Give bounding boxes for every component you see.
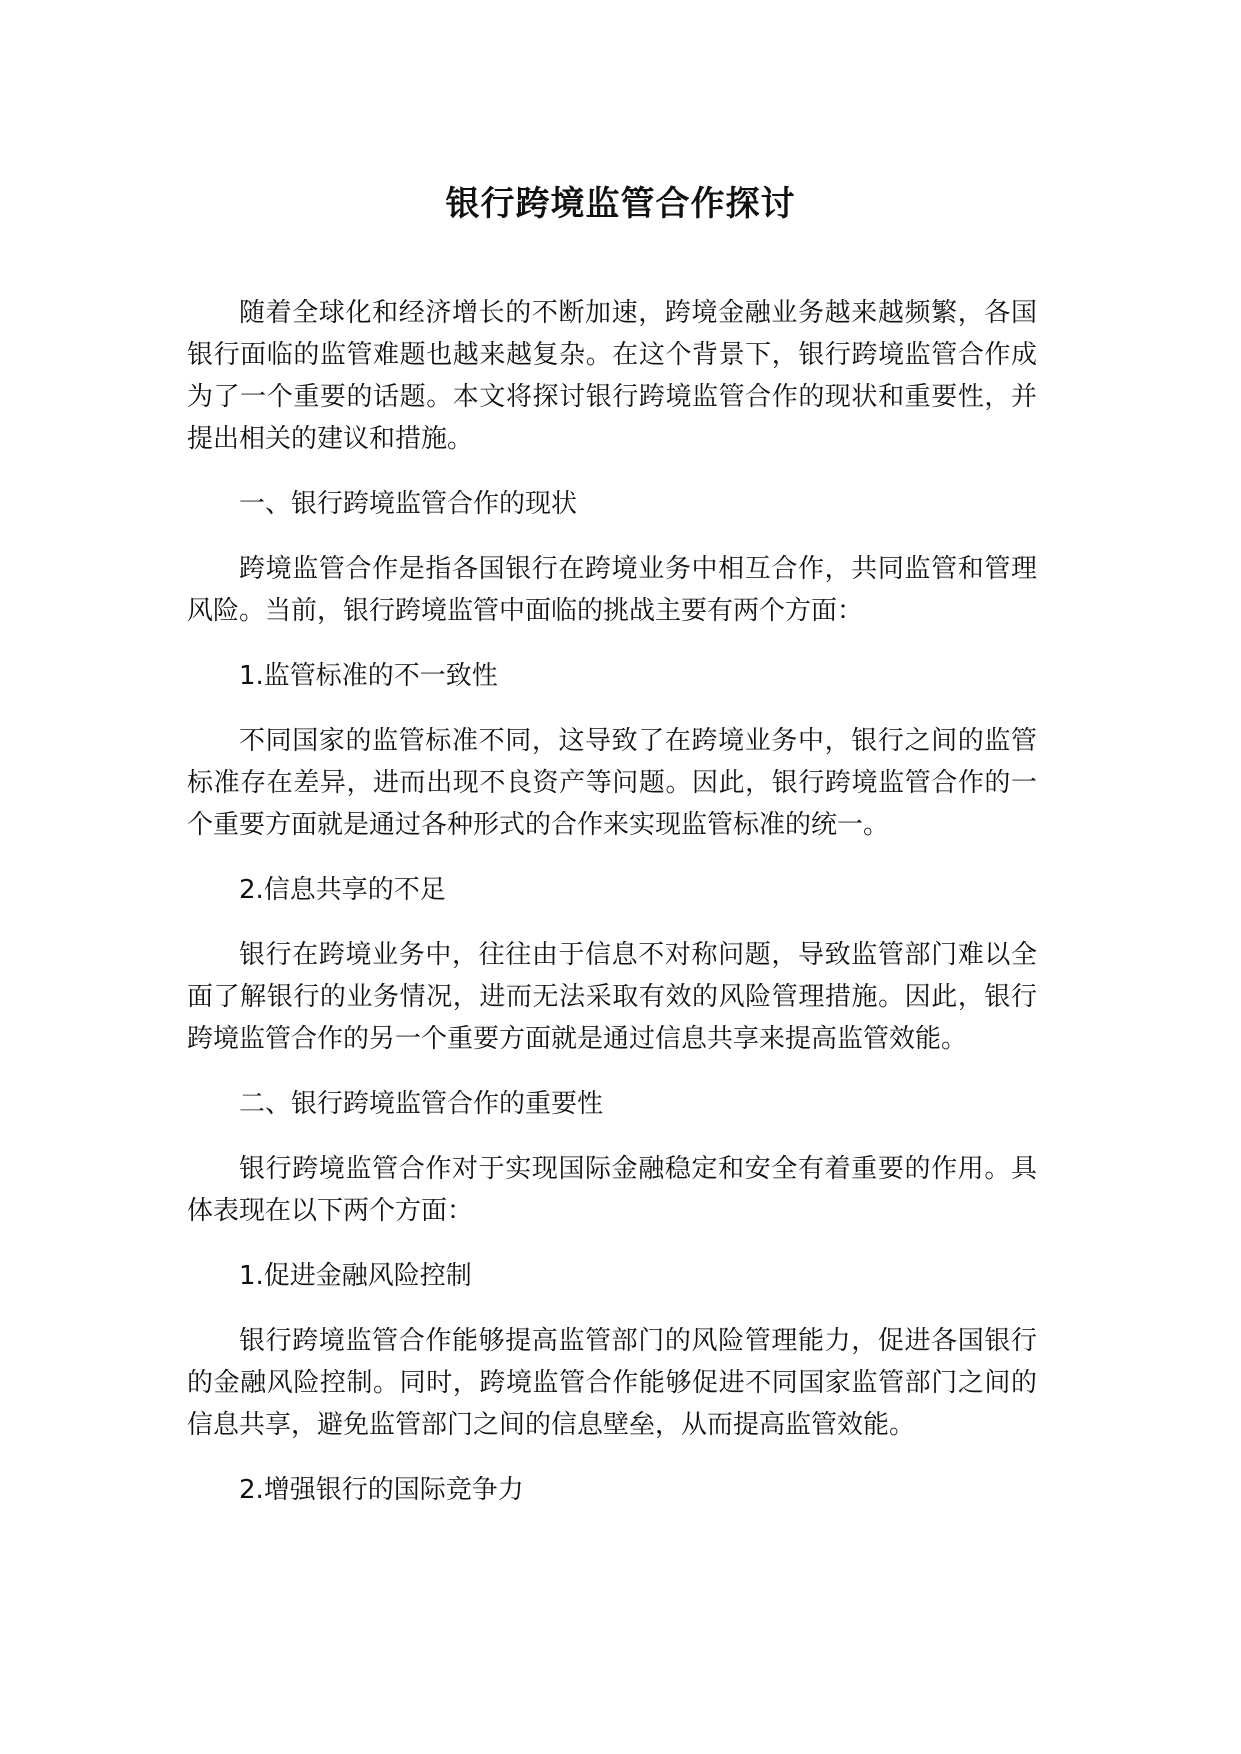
paragraph-intro: 随着全球化和经济增长的不断加速，跨境金融业务越来越频繁，各国银行面临的监管难题也越来越复杂。在这个背景下，银行跨境监管合作成为了一个重要的话题。本文将探讨银行跨境监管合作的现状和重要性，并提出相关的建议和措施。 — [187, 298, 1037, 454]
paragraph-risk-control: 银行跨境监管合作能够提高监管部门的风险管理能力，促进各国银行的金融风险控制。同时，跨境监管合作能够促进不同国家监管部门之间的信息共享，避免监管部门之间的信息壁垒，从而提高监管效能。 — [187, 1326, 1037, 1440]
section-heading-importance: 二、银行跨境监管合作的重要性 — [239, 1089, 604, 1119]
subheading-competitiveness: 2.增强银行的国际竞争力 — [239, 1475, 524, 1505]
paragraph-standards: 不同国家的监管标准不同，这导致了在跨境业务中，银行之间的监管标准存在差异，进而出现不良资产等问题。因此，银行跨境监管合作的一个重要方面就是通过各种形式的合作来实现监管标准的统一。 — [187, 726, 1037, 840]
section-heading-status: 一、银行跨境监管合作的现状 — [239, 489, 578, 519]
document-title: 银行跨境监管合作探讨 — [445, 184, 796, 224]
subheading-standards: 1.监管标准的不一致性 — [239, 661, 498, 691]
subheading-info-sharing: 2.信息共享的不足 — [239, 875, 446, 905]
subheading-risk-control: 1.促进金融风险控制 — [239, 1261, 472, 1291]
paragraph-status: 跨境监管合作是指各国银行在跨境业务中相互合作，共同监管和管理风险。当前，银行跨境监管中面临的挑战主要有两个方面： — [187, 554, 1037, 626]
paragraph-info-sharing: 银行在跨境业务中，往往由于信息不对称问题，导致监管部门难以全面了解银行的业务情况，进而无法采取有效的风险管理措施。因此，银行跨境监管合作的另一个重要方面就是通过信息共享来提高监管效能。 — [187, 940, 1037, 1054]
document-body — [187, 292, 1037, 1534]
paragraph-importance: 银行跨境监管合作对于实现国际金融稳定和安全有着重要的作用。具体表现在以下两个方面： — [187, 1154, 1037, 1226]
